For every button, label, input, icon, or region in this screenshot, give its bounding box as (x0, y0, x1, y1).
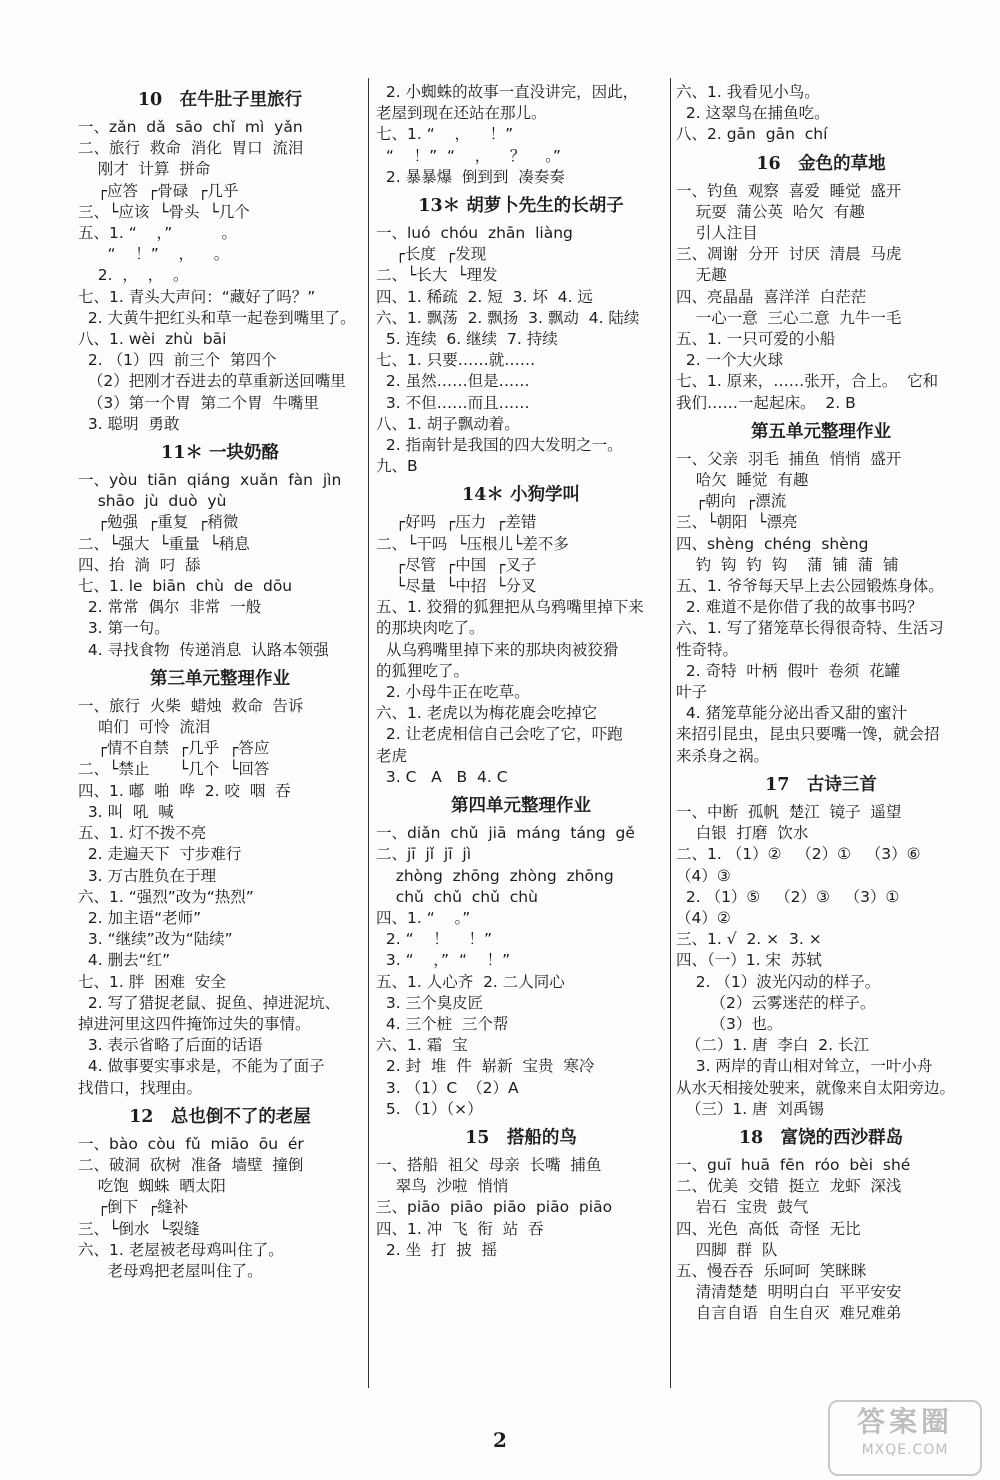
answer-line: 二、└干吗 └压根儿└差不多 (376, 534, 569, 553)
answer-line: 六、1. 写了猪笼草长得很奇特、生活习 (676, 619, 944, 638)
answer-line: 2. 小母牛正在吃草。 (376, 683, 530, 702)
answer-line: 掉进河里这四件掩饰过失的事情。 (78, 1014, 311, 1033)
answer-line: shāo jù duò yù (78, 492, 227, 511)
answer-line: 四、1. 稀疏 2. 短 3. 坏 4. 远 (376, 287, 593, 306)
answer-line: 一、guī huā fēn róo bèi shé (676, 1155, 911, 1174)
page-number: 2 (493, 1428, 507, 1452)
answer-line: 2. 走遍天下 寸步难行 (78, 845, 242, 864)
answer-line: 八、1. wèi zhù bāi (78, 330, 227, 349)
answer-line: 五、1. “ ，” 。 (78, 224, 238, 243)
answer-line: 无趣 (676, 266, 727, 285)
answer-line: 5. （1）（×） (376, 1099, 483, 1118)
answer-line: 五、慢吞吞 乐呵呵 笑眯眯 (676, 1261, 867, 1280)
answer-line: 3. 叫 吼 喊 (78, 802, 174, 821)
answer-line: 2. （1）四 前三个 第四个 (78, 351, 277, 370)
answer-line: └尽量 └中招 └分叉 (376, 577, 537, 596)
section-heading: 12 总也倒不了的老屋 (129, 1106, 311, 1127)
answer-line: 3. 第一句。 (78, 619, 170, 638)
answer-line: 七、1. 青头大声问：“藏好了吗？” (78, 287, 316, 306)
answer-line: 3. 三个臭皮匠 (376, 993, 484, 1012)
watermark-url: MXQE.COM (861, 1442, 949, 1458)
answer-line: 2. 让老虎相信自己会吃了它，吓跑 (376, 725, 623, 744)
section-heading: 14＊ 小狗学叫 (462, 485, 580, 506)
answer-line: 自言自语 自生自灭 难兄难弟 (676, 1304, 902, 1323)
answer-line: 六、1. “强烈”改为“热烈” (78, 887, 254, 906)
answer-line: 4. 删去“红” (78, 951, 171, 970)
answer-line: 2. 封 堆 件 崭新 宝贵 寒冷 (376, 1057, 595, 1076)
answer-line: 2. 虽然……但是…… (376, 372, 530, 391)
answer-line: 2. ， ， 。 (78, 266, 189, 285)
answer-line: 五、1. 狡猾的狐狸把从乌鸦嘴里掉下来 (376, 598, 644, 617)
answer-line: 从水天相接处驶来，就像来自太阳旁边。 (676, 1078, 956, 1097)
answer-line: 一、yòu tiān qiáng xuǎn fàn jìn (78, 471, 342, 490)
answer-line: 七、1. 胖 困难 安全 (78, 972, 226, 991)
answer-line: 来杀身之祸。 (676, 746, 770, 765)
answer-line: 2. 一个大火球 (676, 351, 784, 370)
answer-line: 三、piāo piāo piāo piāo piāo (376, 1198, 613, 1217)
answer-line: 八、2. gān gān chí (676, 125, 828, 144)
answer-line: 找借口，找理由。 (78, 1078, 203, 1097)
section-heading: 第四单元整理作业 (451, 796, 591, 817)
answer-line: 七、1. 只要……就…… (376, 351, 536, 370)
answer-line: 3. （1）C （2）A (376, 1078, 519, 1097)
answer-line: 2. 坐 打 披 摇 (376, 1240, 498, 1259)
answer-line: 一、zǎn dǎ sāo chǐ mì yǎn (78, 118, 303, 136)
answer-line: 我们……一起起床。 2. B (676, 393, 856, 412)
answer-line: 岩石 宝贵 鼓气 (676, 1198, 809, 1217)
answer-line: 4. 寻找食物 传递消息 认路本领强 (78, 640, 329, 659)
answer-line: 2. 写了猎捉老鼠、捉鱼、掉进泥坑、 (78, 993, 341, 1012)
answer-line: 3. “ ，” “ ！” (376, 951, 511, 970)
answer-line: 三、└应该 └骨头 └几个 (78, 202, 250, 221)
answer-line: ┌长度 ┌发现 (376, 245, 487, 264)
answer-line: 四脚 群 队 (676, 1240, 778, 1259)
answer-line: 四、shèng chéng shèng (676, 534, 869, 553)
answer-line: 老母鸡把老屋叫住了。 (78, 1261, 263, 1280)
answer-column-2 (376, 82, 666, 1261)
answer-line: 三、└倒水 └裂缝 (78, 1219, 200, 1238)
answer-line: 七、1. 原来，……张开，合上。 它和 (676, 372, 939, 391)
answer-line: 四、光色 高低 奇怪 无比 (676, 1219, 861, 1238)
answer-line: 老屋到现在还站在那儿。 (376, 104, 547, 123)
answer-line: 吃饱 蜘蛛 晒太阳 (78, 1177, 226, 1196)
answer-line: 3. 表示省略了后面的话语 (78, 1036, 263, 1055)
answer-line: 三、1. √ 2. × 3. × (676, 930, 822, 949)
answer-line: 九、B (376, 457, 418, 476)
section-heading: 第五单元整理作业 (751, 421, 891, 442)
answer-line: 2. 这翠鸟在捕鱼吃。 (676, 104, 830, 123)
answer-line: 四、抬 淌 叼 舔 (78, 555, 201, 574)
answer-line: 三、凋谢 分开 讨厌 清晨 马虎 (676, 245, 902, 264)
answer-line: 2. 大黄牛把红头和草一起卷到嘴里了。 (78, 308, 356, 327)
section-heading: 18 富饶的西沙群岛 (738, 1127, 904, 1148)
section-heading: 15 搭船的鸟 (465, 1127, 577, 1148)
answer-line: 2. 加主语“老师” (78, 908, 202, 927)
answer-line: （二）1. 唐 李白 2. 长江 (676, 1036, 869, 1055)
answer-line: 六、1. 老虎以为梅花鹿会吃掉它 (376, 704, 598, 723)
answer-line: 2. （1）波光闪动的样子。 (676, 972, 881, 991)
answer-line: 一心一意 三心二意 九牛一毛 (676, 308, 902, 327)
answer-line: 叶子 (676, 683, 708, 702)
answer-line: 二、jī jǐ jī jì (376, 845, 472, 864)
answer-line: 2. “ ！ ！” (376, 930, 493, 949)
answer-line: ┌尽管 ┌中国 ┌叉子 (376, 555, 537, 574)
answer-line: 二、旅行 救命 消化 胃口 流泪 (78, 139, 304, 158)
answer-line: 2. 常常 偶尔 非常 一般 (78, 598, 262, 617)
answer-line: ┌应答 ┌骨碌 ┌几乎 (78, 181, 239, 200)
answer-line: 四、1. 冲 飞 衔 站 吞 (376, 1219, 544, 1238)
answer-column-3 (676, 82, 966, 1325)
answer-line: 五、1. 爷爷每天早上去公园锻炼身体。 (676, 577, 944, 596)
answer-line: 5. 连续 6. 继续 7. 持续 (376, 330, 558, 349)
answer-line: zhòng zhōng zhòng zhōng (376, 866, 614, 885)
answer-line: 刚才 计算 拼命 (78, 160, 211, 179)
answer-line: 翠鸟 沙啦 悄悄 (376, 1177, 509, 1196)
answer-line: ┌情不自禁 ┌几乎 ┌答应 (78, 739, 270, 758)
answer-line: ┌好吗 ┌压力 ┌差错 (376, 513, 537, 532)
answer-line: 一、bào còu fǔ miāo ōu ér (78, 1134, 304, 1153)
answer-line: 哈欠 睡觉 有趣 (676, 471, 809, 490)
answer-line: （3）第一个胃 第二个胃 牛嘴里 (78, 393, 319, 412)
answer-line: 3. C A B 4. C (376, 767, 508, 786)
answer-line: 4. 做事要实事求是，不能为了面子 (78, 1057, 325, 1076)
section-heading: 13＊ 胡萝卜先生的长胡子 (418, 196, 624, 217)
answer-line: 七、1. “ ， ！” (376, 125, 514, 144)
answer-line: 三、└朝阳 └漂亮 (676, 513, 798, 532)
answer-line: 3. “继续”改为“陆续” (78, 930, 233, 949)
answer-line: 白银 打磨 饮水 (676, 824, 809, 843)
answer-line: 一、luó chóu zhān liàng (376, 224, 573, 243)
answer-line: （2）云雾迷茫的样子。 (676, 993, 876, 1012)
answer-line: 咱们 可怜 流泪 (78, 718, 211, 737)
answer-line: （2）把刚才吞进去的草重新送回嘴里 (78, 372, 346, 391)
answer-line: 3. 不但……而且…… (376, 393, 530, 412)
answer-line: 二、└强大 └重量 └稍息 (78, 534, 250, 553)
answer-line: chǔ chǔ chǔ chù (376, 887, 538, 906)
answer-line: 五、1. 灯不拨不亮 (78, 824, 207, 843)
answer-line: 五、1. 人心齐 2. 二人同心 (376, 972, 565, 991)
answer-line: 2. 指南针是我国的四大发明之一。 (376, 436, 623, 455)
answer-line: 六、1. 飘荡 2. 飘扬 3. 飘动 4. 陆续 (376, 308, 640, 327)
section-heading: 17 古诗三首 (765, 774, 877, 795)
answer-line: 四、1. “ 。” (376, 908, 471, 927)
answer-line: 2. 暴暴爆 倒到到 凑奏奏 (376, 167, 565, 186)
answer-line: 钓 钩 钓 钩 蒲 铺 蒲 铺 (676, 555, 899, 574)
answer-line: 一、父亲 羽毛 捕鱼 悄悄 盛开 (676, 449, 902, 468)
answer-line: 二、1. （1）② （2）① （3）⑥ (676, 845, 921, 864)
answer-line: 五、1. 一只可爱的小船 (676, 330, 836, 349)
section-heading: 10 在牛肚子里旅行 (137, 90, 303, 110)
answer-line: 4. 三个桩 三个帮 (376, 1014, 509, 1033)
answer-line: 二、└禁止 └几个 └回答 (78, 760, 270, 779)
answer-line: “ ！” “ ， ？ 。” (376, 146, 561, 165)
column-divider-left (368, 78, 369, 1388)
answer-line: 四、亮晶晶 喜洋洋 白茫茫 (676, 287, 867, 306)
answer-line: 一、钓鱼 观察 喜爱 睡觉 盛开 (676, 181, 902, 200)
answer-line: ┌勉强 ┌重复 ┌稍微 (78, 513, 239, 532)
answer-line: 六、1. 老屋被老母鸡叫住了。 (78, 1240, 284, 1259)
answer-line: （3）也。 (676, 1014, 783, 1033)
answer-line: 性奇特。 (676, 640, 739, 659)
section-heading: 第三单元整理作业 (150, 668, 290, 689)
answer-line: （4）③ (676, 866, 731, 885)
answer-line: 引人注目 (676, 224, 758, 243)
answer-line: 3. 聪明 勇敢 (78, 414, 180, 433)
answer-line: 二、└长大 └理发 (376, 266, 498, 285)
answer-line: 八、1. 胡子飘动着。 (376, 414, 520, 433)
answer-line: 一、中断 孤帆 楚江 镜子 遥望 (676, 802, 902, 821)
answer-line: 3. 两岸的青山相对耸立，一叶小舟 (676, 1057, 933, 1076)
answer-line: 2. 奇特 叶柄 假叶 卷须 花罐 (676, 661, 900, 680)
answer-line: 七、1. le biān chù de dōu (78, 577, 293, 596)
watermark-logo (828, 1400, 982, 1476)
answer-line: 的狐狸吃了。 (376, 661, 470, 680)
answer-line: 清清楚楚 明明白白 平平安安 (676, 1283, 902, 1302)
answer-line: 2. （1）⑤ （2）③ （3）① (676, 887, 900, 906)
answer-line: 2. 难道不是你借了我的故事书吗？ (676, 598, 923, 617)
section-heading: 16 金色的草地 (756, 153, 886, 174)
answer-line: ┌倒下 ┌缝补 (78, 1198, 189, 1217)
section-heading: 11＊ 一块奶酪 (161, 443, 279, 464)
answer-line: 四、（一）1. 宋 苏轼 (676, 951, 822, 970)
answer-line: 2. 小蜘蛛的故事一直没讲完，因此， (376, 83, 639, 101)
answer-line: （4）② (676, 908, 731, 927)
answer-line: 一、diǎn chǔ jiā máng táng gě (376, 824, 635, 843)
answer-column-1 (78, 82, 362, 1282)
answer-line: “ ！” ， 。 (78, 245, 230, 264)
watermark-text: 答案圈 (856, 1405, 953, 1438)
answer-line: 二、破洞 砍树 准备 墙壁 撞倒 (78, 1155, 304, 1174)
answer-line: 六、1. 我看见小鸟。 (676, 83, 820, 101)
answer-line: （三）1. 唐 刘禹锡 (676, 1099, 824, 1118)
answer-line: 3. 万古胜负在于理 (78, 866, 217, 885)
answer-line: 一、旅行 火柴 蜡烛 救命 告诉 (78, 696, 304, 715)
answer-line: 四、1. 嘟 啪 哗 2. 咬 咽 吞 (78, 781, 291, 800)
column-divider-right (670, 78, 671, 1388)
answer-line: 一、搭船 祖父 母亲 长嘴 捕鱼 (376, 1155, 602, 1174)
answer-line: ┌朝向 ┌漂流 (676, 492, 787, 511)
answer-line: 来招引昆虫，昆虫只要嘴一馋，就会招 (676, 725, 940, 744)
answer-line: 二、优美 交错 挺立 龙虾 深浅 (676, 1177, 902, 1196)
answer-line: 六、1. 霜 宝 (376, 1036, 468, 1055)
answer-line: 玩耍 蒲公英 哈欠 有趣 (676, 202, 865, 221)
answer-line: 老虎 (376, 746, 408, 765)
answer-line: 的那块肉吃了。 (376, 619, 485, 638)
answer-line: 4. 猪笼草能分泌出香又甜的蜜汁 (676, 704, 908, 723)
answer-line: 从乌鸦嘴里掉下来的那块肉被狡猾 (376, 640, 619, 659)
